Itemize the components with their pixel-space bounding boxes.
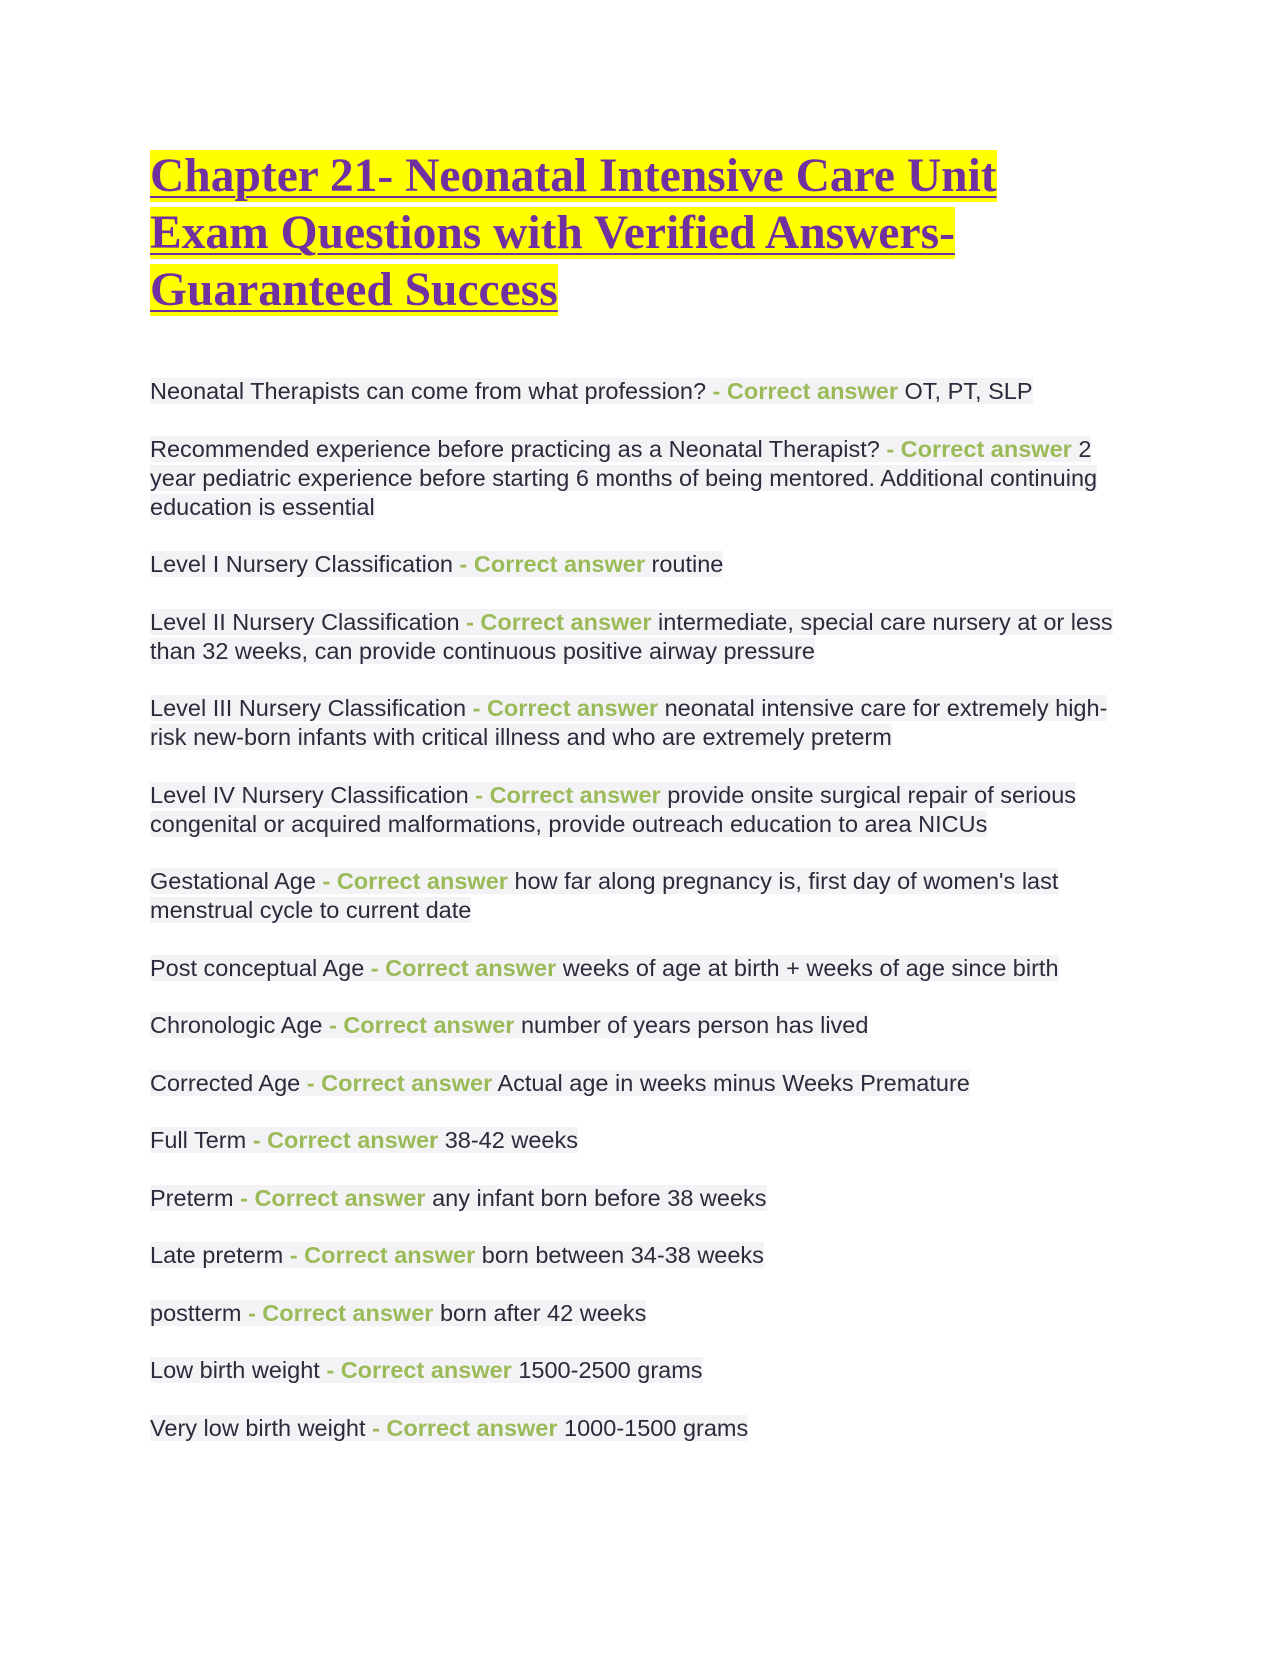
- answer-label: - Correct answer: [370, 954, 557, 981]
- answer-text: Actual age in weeks minus Weeks Premature: [497, 1069, 970, 1096]
- question-text: Late preterm: [150, 1242, 284, 1268]
- qa-item: [150, 781, 1130, 839]
- qa-list: [150, 377, 1130, 1443]
- question-text: Recommended experience before practicing as a Neonatal Therapist?: [150, 435, 880, 462]
- qa-item: [150, 1184, 1130, 1213]
- answer-text: 1000-1500 grams: [564, 1414, 749, 1441]
- answer-label: - Correct answer: [247, 1299, 434, 1326]
- answer-text: number of years person has lived: [520, 1012, 869, 1038]
- question-text: Level II Nursery Classification: [150, 608, 460, 635]
- answer-text: 38-42 weeks: [444, 1127, 578, 1153]
- answer-label: - Correct answer: [326, 1357, 512, 1383]
- answer-label: - Correct answer: [372, 1414, 558, 1441]
- question-text: Low birth weight: [150, 1357, 320, 1383]
- answer-label: - Correct answer: [306, 1069, 493, 1096]
- qa-item: [150, 1241, 1130, 1270]
- qa-item: [150, 694, 1130, 752]
- question-text: Level I Nursery Classification: [150, 551, 453, 577]
- document-page: [150, 148, 1130, 1471]
- title-line-2: Exam Questions with Verified Answers-: [150, 207, 955, 259]
- answer-text: provide onsite surgical repair of serious congenital or acquired malformations, provide outreach education to area NICUs: [150, 781, 1077, 837]
- answer-text: born between 34-38 weeks: [481, 1242, 764, 1268]
- answer-label: - Correct answer: [886, 435, 1072, 462]
- question-text: Post conceptual Age: [150, 954, 365, 981]
- question-text: Level IV Nursery Classification: [150, 781, 469, 808]
- question-text: Level III Nursery Classification: [150, 695, 467, 721]
- answer-label: - Correct answer: [289, 1242, 476, 1268]
- qa-item: [150, 1414, 1130, 1443]
- answer-label: - Correct answer: [459, 551, 645, 577]
- question-text: Chronologic Age: [150, 1012, 323, 1038]
- answer-text: 2 year pediatric experience before starting 6 months of being mentored. Additional continuing education is essential: [150, 435, 1098, 520]
- answer-text: OT, PT, SLP: [904, 378, 1033, 404]
- question-text: Neonatal Therapists can come from what profession?: [150, 378, 707, 404]
- qa-item: [150, 1069, 1130, 1098]
- answer-text: neonatal intensive care for extremely high-risk new-born infants with critical illness and who are extremely preterm: [150, 695, 1108, 750]
- answer-label: - Correct answer: [322, 868, 508, 894]
- answer-text: 1500-2500 grams: [518, 1357, 703, 1383]
- answer-label: - Correct answer: [712, 378, 898, 404]
- answer-text: routine: [651, 551, 724, 577]
- answer-text: any infant born before 38 weeks: [432, 1184, 767, 1211]
- title-line-1: Chapter 21- Neonatal Intensive Care Unit: [150, 150, 997, 202]
- qa-item: [150, 550, 1130, 579]
- title-line-3: Guaranteed Success: [150, 264, 558, 316]
- page-title: [150, 148, 1130, 319]
- answer-text: weeks of age at birth + weeks of age since birth: [562, 954, 1059, 981]
- qa-item: [150, 1011, 1130, 1040]
- qa-item: [150, 954, 1130, 983]
- qa-item: [150, 377, 1130, 406]
- answer-label: - Correct answer: [240, 1184, 426, 1211]
- answer-label: - Correct answer: [475, 781, 661, 808]
- question-text: Very low birth weight: [150, 1414, 366, 1441]
- qa-item: [150, 1126, 1130, 1155]
- question-text: Gestational Age: [150, 868, 316, 894]
- answer-text: intermediate, special care nursery at or less than 32 weeks, can provide continuous positive airway pressure: [150, 608, 1113, 664]
- qa-item: [150, 435, 1130, 522]
- qa-item: [150, 608, 1130, 666]
- answer-label: - Correct answer: [252, 1127, 439, 1153]
- qa-item: [150, 1356, 1130, 1385]
- answer-label: - Correct answer: [466, 608, 652, 635]
- question-text: Preterm: [150, 1184, 234, 1211]
- question-text: Full Term: [150, 1127, 247, 1153]
- answer-label: - Correct answer: [328, 1012, 515, 1038]
- question-text: postterm: [150, 1299, 242, 1326]
- answer-text: born after 42 weeks: [439, 1299, 647, 1326]
- qa-item: [150, 1299, 1130, 1328]
- answer-label: - Correct answer: [472, 695, 659, 721]
- qa-item: [150, 867, 1130, 925]
- question-text: Corrected Age: [150, 1069, 301, 1096]
- answer-text: how far along pregnancy is, first day of women's last menstrual cycle to current date: [150, 868, 1059, 923]
